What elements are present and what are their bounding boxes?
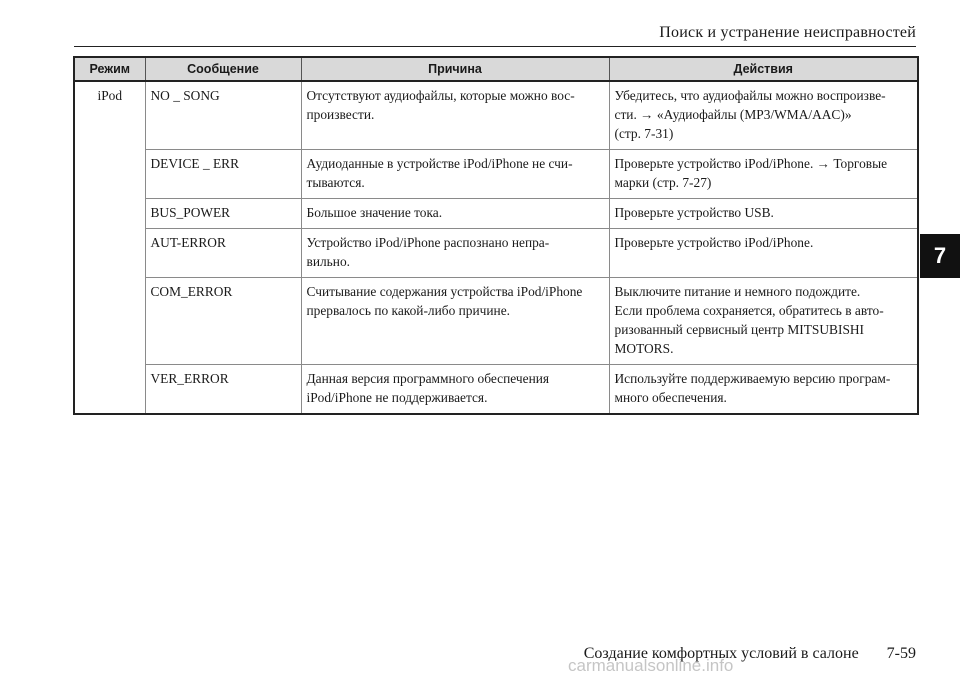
table-row [74, 199, 918, 229]
column-header-message: Сообщение [145, 57, 301, 81]
action-line: MOTORS. [614, 341, 674, 356]
message-cell: NO _ SONG [145, 81, 301, 150]
action-cell [609, 278, 918, 365]
message-cell: DEVICE _ ERR [145, 150, 301, 199]
mode-cell: iPod [74, 81, 145, 414]
column-header-mode: Режим [74, 57, 145, 81]
message-cell: VER_ERROR [145, 365, 301, 415]
message-cell: AUT-ERROR [145, 229, 301, 278]
action-line: Если проблема сохраняется, обратитесь в авто- [614, 303, 884, 318]
action-line: (стр. 7-31) [614, 126, 674, 141]
action-line: Проверьте устройство USB. [614, 205, 774, 220]
cause-line: Большое значение тока. [306, 205, 443, 220]
cause-line: вильно. [306, 254, 350, 269]
table-row [74, 229, 918, 278]
cause-cell [301, 199, 609, 229]
cause-cell [301, 150, 609, 199]
cause-line: iPod/iPhone не поддерживается. [306, 390, 488, 405]
action-line: Выключите питание и немного подождите. [614, 284, 861, 299]
table-row [74, 278, 918, 365]
cause-line: произвести. [306, 107, 375, 122]
action-line: марки (стр. 7-27) [614, 175, 712, 190]
cause-line: прервалось по какой-либо причине. [306, 303, 511, 318]
column-header-action: Действия [609, 57, 918, 81]
action-cell [609, 365, 918, 415]
action-line: Используйте поддерживаемую версию програм- [614, 371, 891, 386]
footer-section-title: Создание комфортных условий в салоне [583, 645, 859, 662]
page-number: 7-59 [886, 645, 916, 662]
header-rule [74, 46, 916, 47]
action-line: Убедитесь, что аудиофайлы можно воспроизве- [614, 88, 886, 103]
cause-cell [301, 229, 609, 278]
page-header-title: Поиск и устранение неисправностей [659, 24, 916, 41]
watermark: carmanualsonline.info [568, 656, 734, 675]
action-cell [609, 229, 918, 278]
cause-line: Устройство iPod/iPhone распознано непра- [306, 235, 550, 250]
message-cell: COM_ERROR [145, 278, 301, 365]
table-row [74, 150, 918, 199]
action-line: сти. → «Аудиофайлы (MP3/WMA/AAC)» [614, 107, 852, 122]
action-cell [609, 81, 918, 150]
action-cell [609, 150, 918, 199]
action-line: Проверьте устройство iPod/iPhone. [614, 235, 814, 250]
message-cell: BUS_POWER [145, 199, 301, 229]
error-table [73, 56, 919, 415]
table-row [74, 365, 918, 415]
cause-cell [301, 365, 609, 415]
action-line: ризованный сервисный центр MITSUBISHI [614, 322, 865, 337]
table-header-row [74, 57, 918, 81]
cause-cell [301, 81, 609, 150]
table-row [74, 81, 918, 150]
cause-line: Данная версия программного обеспечения [306, 371, 550, 386]
cause-line: Считывание содержания устройства iPod/iPhone [306, 284, 583, 299]
cause-line: Отсутствуют аудиофайлы, которые можно вос- [306, 88, 575, 103]
cause-line: Аудиоданные в устройстве iPod/iPhone не счи- [306, 156, 573, 171]
cause-cell [301, 278, 609, 365]
action-cell [609, 199, 918, 229]
chapter-tab: 7 [920, 234, 960, 278]
cause-line: тываются. [306, 175, 365, 190]
action-line: Проверьте устройство iPod/iPhone. → Торговые [614, 156, 888, 171]
action-line: много обеспечения. [614, 390, 727, 405]
column-header-cause: Причина [301, 57, 609, 81]
